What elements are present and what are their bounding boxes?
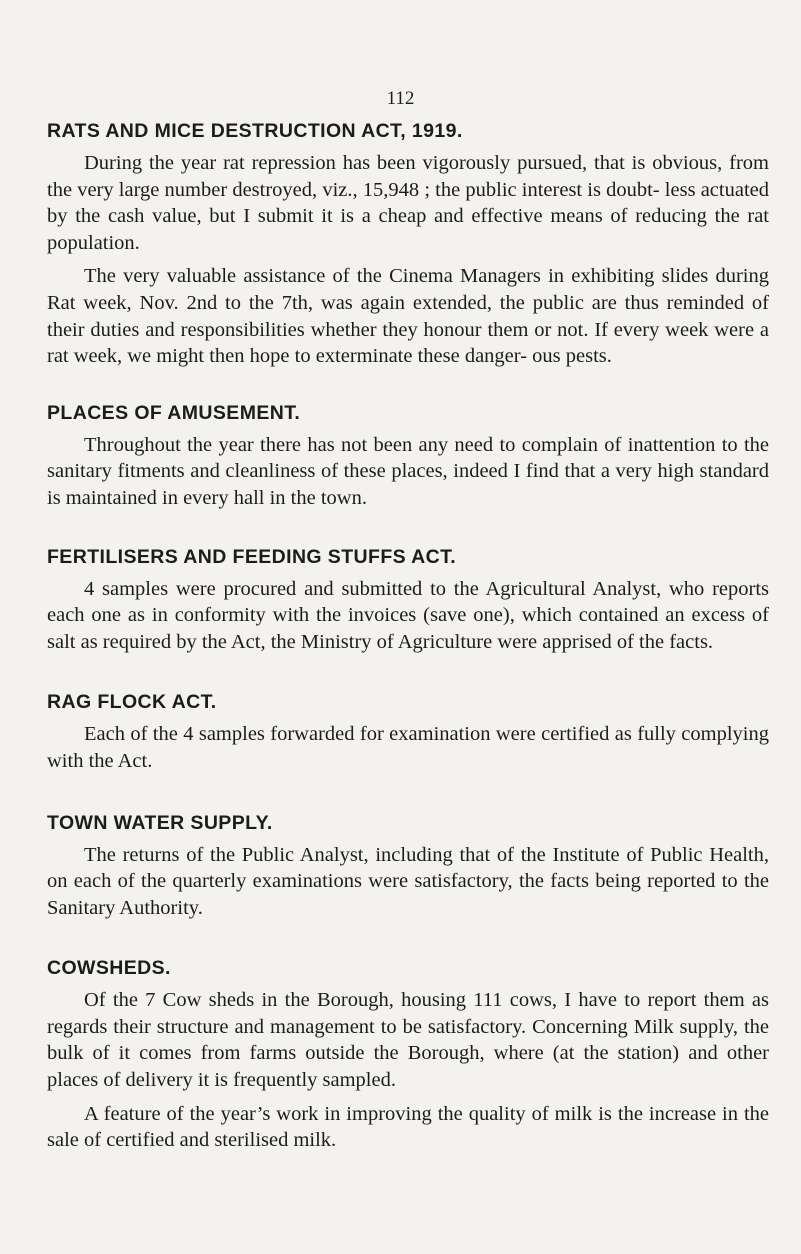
section-fertilisers xyxy=(47,544,769,656)
paragraph: Each of the 4 samples forwarded for examination were certified as fully complying with the Act. xyxy=(47,723,769,772)
paragraph: Of the 7 Cow sheds in the Borough, housing 111 cows, I have to report them as regards their structure and management to be satisfactory. Concerning Milk supply, the bulk of it comes from farms outside the Borough, where (at the station) and other places of delivery it is frequently sampled. xyxy=(47,989,769,1092)
section-rats-and-mice xyxy=(47,118,769,370)
section-places-of-amusement xyxy=(47,400,769,512)
section-heading: PLACES OF AMUSEMENT. xyxy=(47,401,301,424)
page-content xyxy=(47,118,769,1161)
paragraph: Throughout the year there has not been any need to complain of inattention to the sanitary fitments and cleanliness of these places, indeed I find that a very high standard is maintained in every hall in the town. xyxy=(47,433,769,509)
section-heading: RATS AND MICE DESTRUCTION ACT, 1919. xyxy=(47,120,463,142)
section-rag-flock xyxy=(47,689,769,774)
section-heading: FERTILISERS AND FEEDING STUFFS ACT. xyxy=(47,545,457,568)
section-cowsheds xyxy=(47,955,769,1154)
paragraph: A feature of the year’s work in improving the quality of milk is the increase in the sale of certified and sterilised milk. xyxy=(47,1102,769,1152)
section-town-water-supply xyxy=(47,810,769,922)
page-number: 112 xyxy=(386,88,415,109)
paragraph: 4 samples were procured and submitted to the Agricultural Analyst, who reports each one as in conformity with the invoices (save one), which contained an excess of salt as required by the Act, the Ministry of Agriculture were apprised of the facts. xyxy=(47,577,769,653)
paragraph: The returns of the Public Analyst, including that of the Institute of Public Health, on each of the quarterly examinations were satisfactory, the facts being reported to the Sanitary Authority. xyxy=(47,843,769,919)
paragraph: During the year rat repression has been vigorously pursued, that is obvious, from the very large number destroyed, viz., 15,948 ; the public interest is doubt- less actuated by the cash value, but I submit it is a cheap and effective means of reducing the rat population. xyxy=(47,152,769,254)
section-heading: COWSHEDS. xyxy=(47,957,171,980)
section-heading: TOWN WATER SUPPLY. xyxy=(47,811,273,834)
section-heading: RAG FLOCK ACT. xyxy=(47,691,217,714)
paragraph: The very valuable assistance of the Cinema Managers in exhibiting slides during Rat week, Nov. 2nd to the 7th, was again extended, the public are thus reminded of their duties and responsibilities whether they honour them or not. If every week were a rat week, we might then hope to exterminate these danger- ous pests. xyxy=(47,265,769,368)
